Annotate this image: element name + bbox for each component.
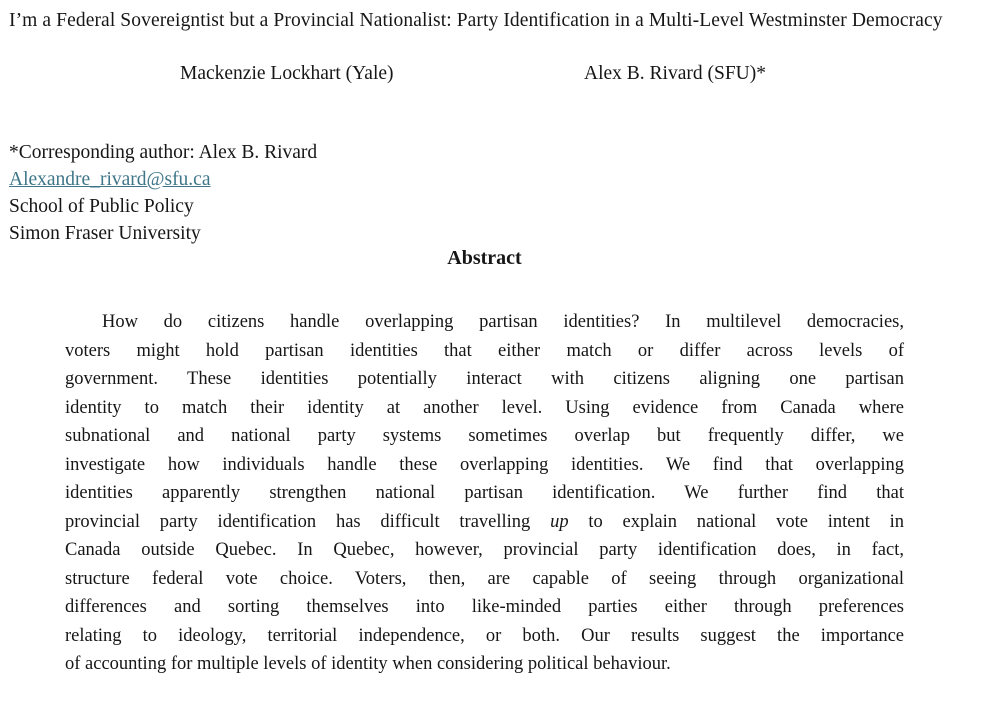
abstract-line: How do citizens handle overlapping partisan identities? In multilevel democracies,	[102, 312, 904, 332]
abstract-text-segment: to explain national vote intent in	[568, 511, 904, 532]
document-page	[0, 6, 1004, 712]
abstract-line	[65, 508, 904, 537]
author-1: Mackenzie Lockhart (Yale)	[180, 63, 394, 84]
author-line	[0, 63, 1004, 87]
abstract-line: differences and sorting themselves into like-minded parties either through preferences	[65, 597, 904, 617]
abstract-heading: Abstract	[447, 247, 522, 269]
email-line	[9, 166, 1004, 193]
affiliation-school: School of Public Policy	[9, 196, 194, 217]
abstract-italic-word: up	[550, 511, 569, 532]
abstract-line: Canada outside Quebec. In Quebec, however, provincial party identification does, in fact,	[65, 540, 904, 560]
abstract-line: identity to match their identity at another level. Using evidence from Canada where	[65, 397, 904, 418]
abstract-body	[65, 308, 904, 679]
abstract-line: investigate how individuals handle these overlapping identities. We find that overlapping	[65, 454, 904, 475]
abstract-line: of accounting for multiple levels of identity when considering political behaviour.	[65, 654, 671, 674]
abstract-line: relating to ideology, territorial independence, or both. Our results suggest the importance	[65, 625, 904, 646]
abstract-line: subnational and national party systems sometimes overlap but frequently differ, we	[65, 426, 904, 446]
email-link[interactable]: Alexandre_rivard@sfu.ca	[9, 169, 211, 190]
paper-page	[0, 6, 1004, 712]
abstract-line: identities apparently strengthen national partisan identification. We further find that	[65, 483, 904, 503]
correspondence-block	[9, 139, 1004, 247]
abstract-section	[65, 247, 904, 679]
abstract-line: voters might hold partisan identities that either match or differ across levels of	[65, 340, 904, 361]
affiliation-university: Simon Fraser University	[9, 223, 201, 244]
abstract-line: government. These identities potentially interact with citizens aligning one partisan	[65, 369, 904, 389]
paper-title: I’m a Federal Sovereigntist but a Provincial Nationalist: Party Identification in a Multi-Level Westminster Democracy	[9, 10, 943, 31]
abstract-text-segment: provincial party identification has difficult travelling	[65, 511, 551, 532]
abstract-line: structure federal vote choice. Voters, then, are capable of seeing through organizational	[65, 568, 904, 589]
author-2: Alex B. Rivard (SFU)*	[584, 63, 766, 84]
corresponding-author-note: *Corresponding author: Alex B. Rivard	[9, 142, 318, 163]
